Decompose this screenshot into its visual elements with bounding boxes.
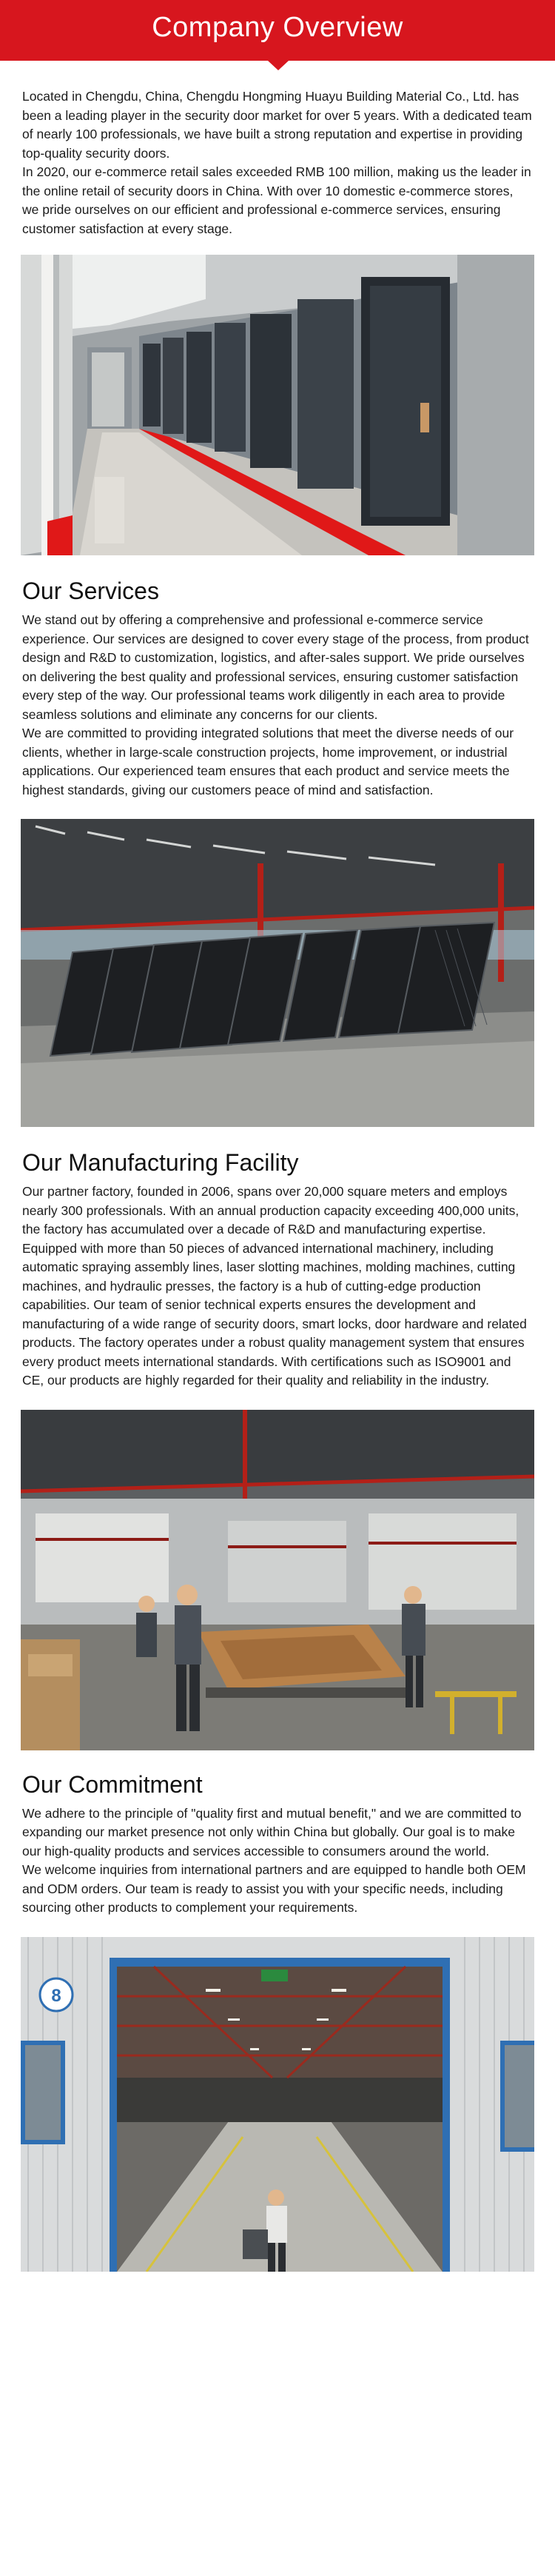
intro-paragraph: In 2020, our e-commerce retail sales exceeded RMB 100 million, making us the leader in the online retail of security doors in China. With over 10 domestic e-commerce stores, we pride ourselves on our efficient and professional e-commerce services, ensuring customer satisfaction at every stage. — [22, 164, 531, 236]
manufacturing-text — [22, 1182, 533, 1391]
services-heading: Our Services — [22, 578, 159, 604]
banner-notch — [268, 61, 289, 70]
commitment-heading: Our Commitment — [22, 1770, 203, 1798]
door-frames-warehouse-photo — [21, 819, 534, 1127]
services-paragraph: We stand out by offering a comprehensive and professional e-commerce service experience. Our services are designed to cover every stage of the process, from product design and R&D to customization, logistics, and after-sales support. We pride ourselves on delivering the best quality and professional services, ensuring customer satisfaction every step of the way. Our professional teams work diligently in each area to provide seamless solutions and eliminate any concerns for our clients. — [22, 612, 529, 722]
manufacturing-paragraph: Our partner factory, founded in 2006, spans over 20,000 square meters and employs nearly 300 professionals. With an annual production capacity exceeding 400,000 units, the factory has accumulated over a decade of R&D and manufacturing expertise. Equipped with more than 50 pieces of advanced international machinery, including automatic spraying assembly lines, laser slotting machines, molding machines, cutting machines, and hydraulic presses, the factory is a hub of cutting-edge production capabilities. Our team of senior technical experts ensures the development and manufacturing of a wide range of security doors, smart locks, door hardware and related products. The factory operates under a robust quality management system that ensures every product meets international standards. With certifications such as ISO9001 and CE, our products are highly regarded for their quality and reliability in the industry. — [22, 1184, 527, 1388]
services-text — [22, 611, 533, 800]
intro-text — [22, 87, 533, 238]
commitment-paragraph: We adhere to the principle of "quality first and mutual benefit," and we are committed to expanding our market presence not only within China but globally. Our goal is to make our high-quality products and services accessible to consumers around the world. — [22, 1805, 522, 1859]
services-paragraph: We are committed to providing integrated solutions that meet the diverse needs of our clients, whether in large-scale construction projects, home improvement, or industrial applications. Our experienced team ensures that each product and service meets the highest standards, giving our customers peace of mind and satisfaction. — [22, 726, 514, 797]
header-banner — [0, 0, 555, 61]
factory-workers-photo — [21, 1410, 534, 1750]
showroom-corridor-photo — [21, 255, 534, 555]
workshop-number-label: 8 — [51, 1985, 61, 2006]
intro-paragraph: Located in Chengdu, China, Chengdu Hongming Huayu Building Material Co., Ltd. has been a leading player in the security door market for over 5 years. With a dedicated team of nearly 100 professionals, we have built a strong reputation and expertise in providing top-quality security doors. — [22, 89, 532, 161]
manufacturing-heading: Our Manufacturing Facility — [22, 1149, 299, 1176]
workshop-entrance-photo — [21, 1937, 534, 2272]
commitment-paragraph: We welcome inquiries from international partners and are equipped to handle both OEM and ODM orders. Our team is ready to assist you with your specific needs, including sourcing other products to complement your requirements. — [22, 1862, 526, 1915]
page-title: Company Overview — [152, 12, 403, 43]
commitment-text — [22, 1804, 533, 1918]
